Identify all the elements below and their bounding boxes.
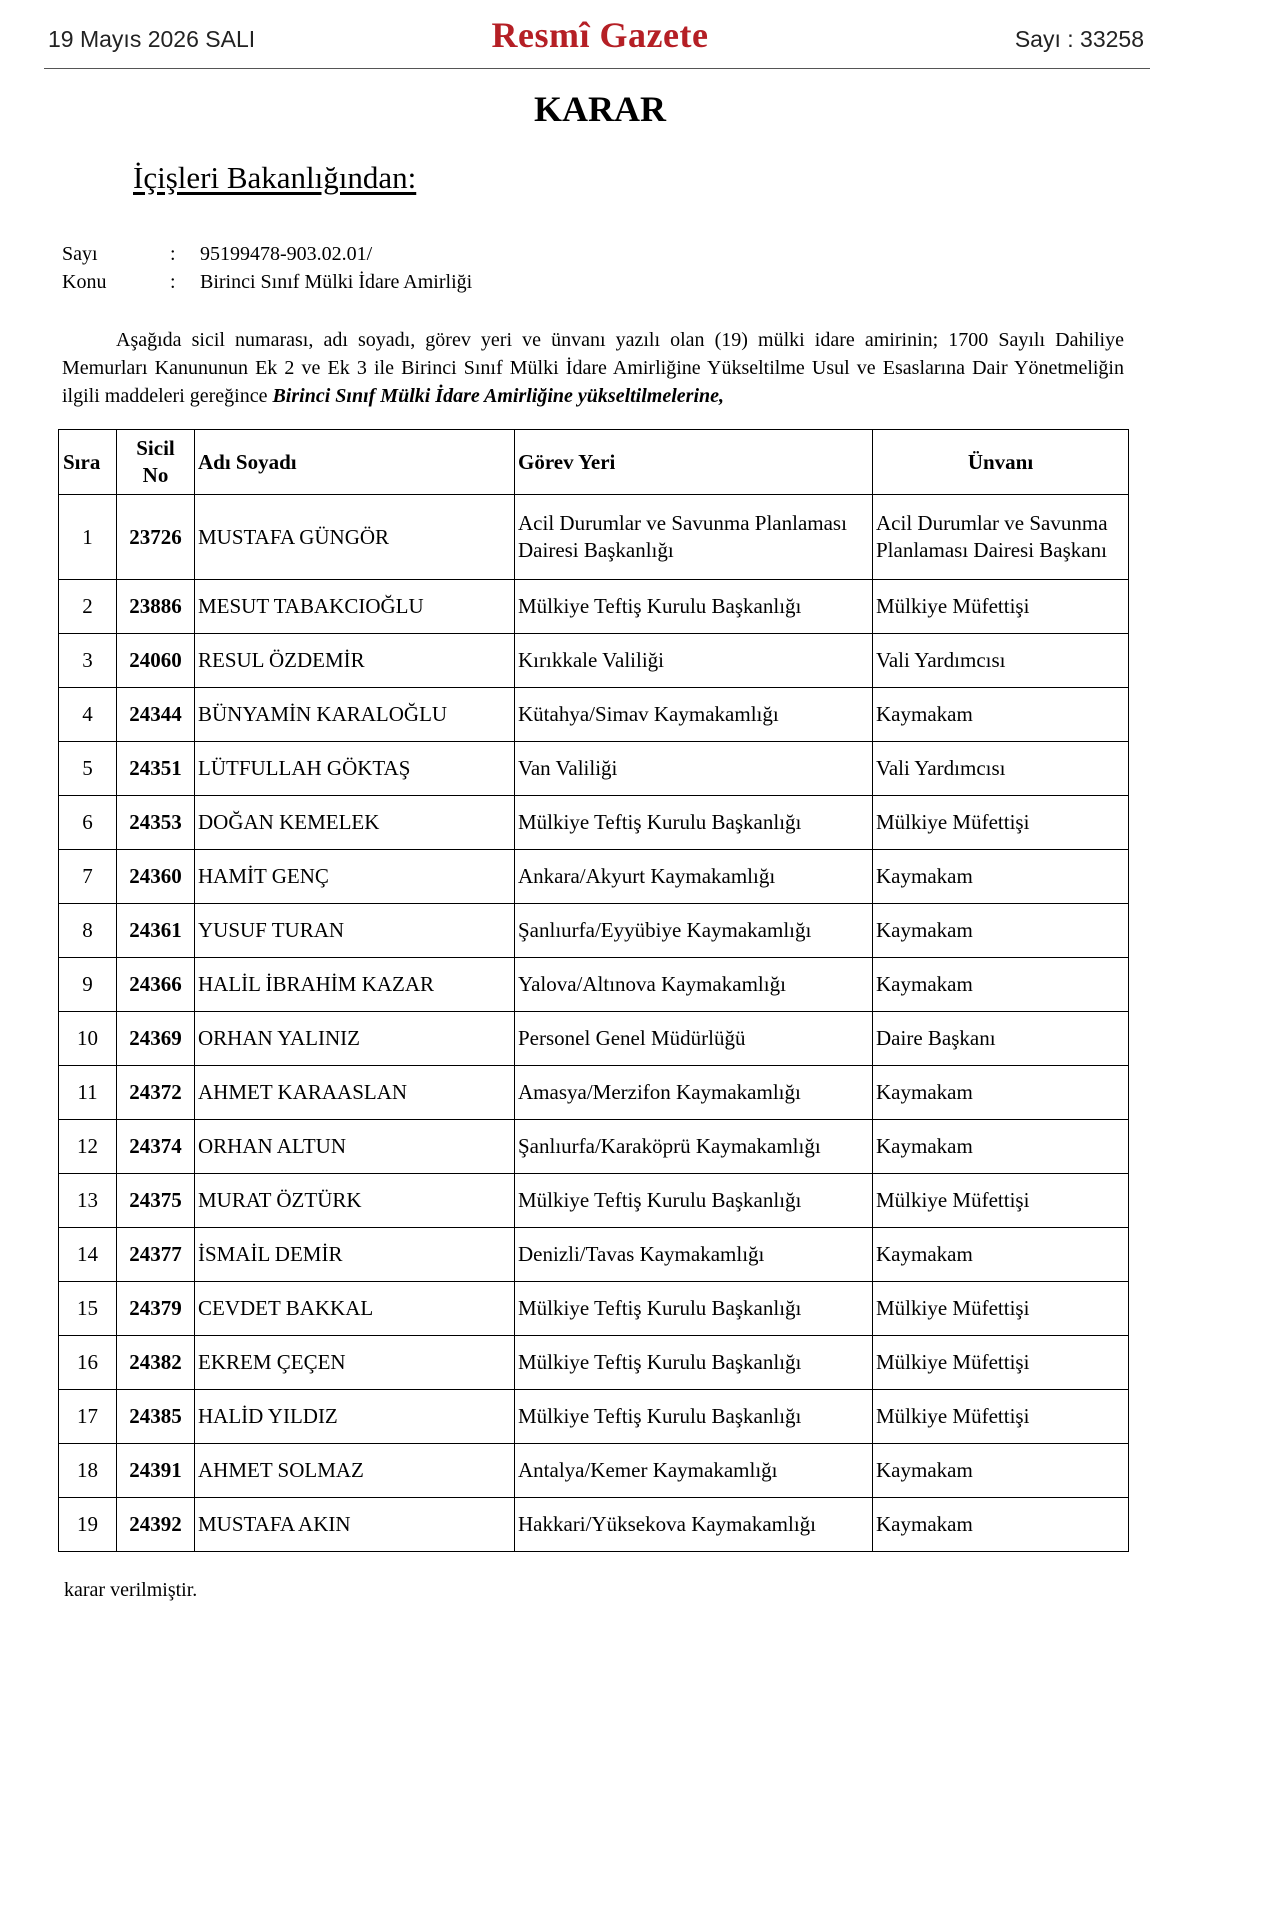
person-name: AHMET KARAASLAN — [195, 1066, 515, 1120]
job-title: Kaymakam — [873, 1228, 1129, 1282]
job-title: Kaymakam — [873, 904, 1129, 958]
column-header-sicil — [117, 430, 195, 495]
meta-label: Sayı — [62, 243, 98, 265]
table-row — [59, 742, 1129, 796]
row-number: 6 — [59, 796, 117, 850]
person-name: İSMAİL DEMİR — [195, 1228, 515, 1282]
registry-number: 24379 — [117, 1282, 195, 1336]
row-number: 14 — [59, 1228, 117, 1282]
registry-number: 24344 — [117, 688, 195, 742]
duty-place: Denizli/Tavas Kaymakamlığı — [515, 1228, 873, 1282]
duty-place: Antalya/Kemer Kaymakamlığı — [515, 1444, 873, 1498]
row-number: 13 — [59, 1174, 117, 1228]
row-number: 8 — [59, 904, 117, 958]
job-title: Kaymakam — [873, 688, 1129, 742]
table-row — [59, 1444, 1129, 1498]
person-name: EKREM ÇEÇEN — [195, 1336, 515, 1390]
table-row — [59, 688, 1129, 742]
table-row — [59, 958, 1129, 1012]
row-number: 9 — [59, 958, 117, 1012]
person-name: HAMİT GENÇ — [195, 850, 515, 904]
column-header-title: Ünvanı — [873, 430, 1129, 495]
document-type-heading: KARAR — [534, 89, 666, 129]
job-title: Kaymakam — [873, 1498, 1129, 1552]
table-row — [59, 1012, 1129, 1066]
table-row — [59, 1066, 1129, 1120]
job-title: Mülkiye Müfettişi — [873, 796, 1129, 850]
duty-place: Mülkiye Teftiş Kurulu Başkanlığı — [515, 1174, 873, 1228]
table-body — [59, 495, 1129, 1552]
duty-place: Mülkiye Teftiş Kurulu Başkanlığı — [515, 796, 873, 850]
duty-place: Mülkiye Teftiş Kurulu Başkanlığı — [515, 580, 873, 634]
registry-number: 24392 — [117, 1498, 195, 1552]
row-number: 18 — [59, 1444, 117, 1498]
document-meta — [62, 240, 472, 296]
row-number: 12 — [59, 1120, 117, 1174]
registry-number: 24351 — [117, 742, 195, 796]
duty-place: Şanlıurfa/Karaköprü Kaymakamlığı — [515, 1120, 873, 1174]
person-name: MURAT ÖZTÜRK — [195, 1174, 515, 1228]
person-name: CEVDET BAKKAL — [195, 1282, 515, 1336]
person-name: HALİD YILDIZ — [195, 1390, 515, 1444]
job-title: Kaymakam — [873, 1120, 1129, 1174]
meta-value: 95199478-903.02.01/ — [200, 243, 373, 265]
registry-number: 24360 — [117, 850, 195, 904]
person-name: AHMET SOLMAZ — [195, 1444, 515, 1498]
registry-number: 23726 — [117, 495, 195, 580]
job-title: Kaymakam — [873, 958, 1129, 1012]
person-name: ORHAN ALTUN — [195, 1120, 515, 1174]
registry-number: 24353 — [117, 796, 195, 850]
table-row — [59, 1336, 1129, 1390]
duty-place: Şanlıurfa/Eyyübiye Kaymakamlığı — [515, 904, 873, 958]
row-number: 10 — [59, 1012, 117, 1066]
person-name: BÜNYAMİN KARALOĞLU — [195, 688, 515, 742]
meta-row-konu — [62, 268, 472, 296]
row-number: 2 — [59, 580, 117, 634]
registry-number: 24385 — [117, 1390, 195, 1444]
registry-number: 24372 — [117, 1066, 195, 1120]
person-name: MESUT TABAKCIOĞLU — [195, 580, 515, 634]
duty-place: Yalova/Altınova Kaymakamlığı — [515, 958, 873, 1012]
registry-number: 24366 — [117, 958, 195, 1012]
table-row — [59, 850, 1129, 904]
job-title: Vali Yardımcısı — [873, 742, 1129, 796]
person-name: LÜTFULLAH GÖKTAŞ — [195, 742, 515, 796]
table-row — [59, 1174, 1129, 1228]
job-title: Mülkiye Müfettişi — [873, 1336, 1129, 1390]
table-row — [59, 495, 1129, 580]
job-title: Kaymakam — [873, 850, 1129, 904]
registry-number: 24374 — [117, 1120, 195, 1174]
duty-place: Mülkiye Teftiş Kurulu Başkanlığı — [515, 1390, 873, 1444]
registry-number: 24060 — [117, 634, 195, 688]
table-header-row — [59, 430, 1129, 495]
duty-place: Mülkiye Teftiş Kurulu Başkanlığı — [515, 1336, 873, 1390]
duty-place: Van Valiliği — [515, 742, 873, 796]
job-title: Daire Başkanı — [873, 1012, 1129, 1066]
closing-statement: karar verilmiştir. — [64, 1579, 198, 1601]
duty-place: Acil Durumlar ve Savunma Planlaması Dairesi Başkanlığı — [515, 495, 873, 580]
duty-place: Personel Genel Müdürlüğü — [515, 1012, 873, 1066]
row-number: 11 — [59, 1066, 117, 1120]
job-title: Mülkiye Müfettişi — [873, 1174, 1129, 1228]
table-row — [59, 1498, 1129, 1552]
person-name: MUSTAFA GÜNGÖR — [195, 495, 515, 580]
ministry-heading: İçişleri Bakanlığından: — [133, 160, 417, 195]
person-name: ORHAN YALINIZ — [195, 1012, 515, 1066]
job-title: Acil Durumlar ve Savunma Planlaması Dairesi Başkanı — [873, 495, 1129, 580]
column-header-sira: Sıra — [59, 430, 117, 495]
registry-number: 24377 — [117, 1228, 195, 1282]
job-title: Kaymakam — [873, 1066, 1129, 1120]
preamble-paragraph — [62, 326, 1124, 410]
job-title: Mülkiye Müfettişi — [873, 580, 1129, 634]
row-number: 3 — [59, 634, 117, 688]
meta-separator: : — [170, 243, 176, 265]
duty-place: Mülkiye Teftiş Kurulu Başkanlığı — [515, 1282, 873, 1336]
duty-place: Ankara/Akyurt Kaymakamlığı — [515, 850, 873, 904]
meta-separator: : — [170, 271, 176, 293]
meta-value: Birinci Sınıf Mülki İdare Amirliği — [200, 271, 473, 293]
registry-number: 24382 — [117, 1336, 195, 1390]
table-row — [59, 1390, 1129, 1444]
row-number: 17 — [59, 1390, 117, 1444]
column-header-sicil-line1: Sicil — [136, 436, 175, 460]
promotion-table — [58, 429, 1129, 1552]
duty-place: Amasya/Merzifon Kaymakamlığı — [515, 1066, 873, 1120]
person-name: YUSUF TURAN — [195, 904, 515, 958]
table-row — [59, 1282, 1129, 1336]
job-title: Mülkiye Müfettişi — [873, 1390, 1129, 1444]
person-name: RESUL ÖZDEMİR — [195, 634, 515, 688]
table-row — [59, 634, 1129, 688]
row-number: 19 — [59, 1498, 117, 1552]
person-name: MUSTAFA AKIN — [195, 1498, 515, 1552]
row-number: 7 — [59, 850, 117, 904]
person-name: HALİL İBRAHİM KAZAR — [195, 958, 515, 1012]
duty-place: Kütahya/Simav Kaymakamlığı — [515, 688, 873, 742]
duty-place: Hakkari/Yüksekova Kaymakamlığı — [515, 1498, 873, 1552]
duty-place: Kırıkkale Valiliği — [515, 634, 873, 688]
row-number: 1 — [59, 495, 117, 580]
registry-number: 24375 — [117, 1174, 195, 1228]
job-title: Vali Yardımcısı — [873, 634, 1129, 688]
job-title: Kaymakam — [873, 1444, 1129, 1498]
row-number: 5 — [59, 742, 117, 796]
table-row — [59, 1120, 1129, 1174]
meta-row-sayi — [62, 240, 472, 268]
preamble-text: Aşağıda sicil numarası, adı soyadı, görev yeri ve ünvanı yazılı olan (19) mülki idare amirinin; 1700 Sayılı Dahiliye Memurları Kanununun Ek 2 ve Ek 3 ile Birinci Sınıf Mülki İdare Amirliğine Yükseltilme Usul ve Esaslarına Dair Yönetmeliğin ilgili maddeleri gereğince — [62, 329, 1124, 407]
table-row — [59, 904, 1129, 958]
issue-date: 19 Mayıs 2026 SALI — [48, 26, 256, 52]
column-header-name: Adı Soyadı — [195, 430, 515, 495]
gazette-title: Resmî Gazete — [491, 15, 709, 55]
registry-number: 24369 — [117, 1012, 195, 1066]
table-row — [59, 1228, 1129, 1282]
table-row — [59, 796, 1129, 850]
preamble-emphasis: Birinci Sınıf Mülki İdare Amirliğine yükseltilmelerine, — [272, 385, 725, 407]
registry-number: 24361 — [117, 904, 195, 958]
header-divider — [44, 68, 1150, 69]
row-number: 16 — [59, 1336, 117, 1390]
registry-number: 24391 — [117, 1444, 195, 1498]
column-header-sicil-line2: No — [142, 463, 169, 487]
row-number: 15 — [59, 1282, 117, 1336]
column-header-place: Görev Yeri — [515, 430, 873, 495]
registry-number: 23886 — [117, 580, 195, 634]
job-title: Mülkiye Müfettişi — [873, 1282, 1129, 1336]
table-row — [59, 580, 1129, 634]
person-name: DOĞAN KEMELEK — [195, 796, 515, 850]
meta-label: Konu — [62, 271, 107, 293]
issue-number: Sayı : 33258 — [1014, 26, 1144, 52]
row-number: 4 — [59, 688, 117, 742]
